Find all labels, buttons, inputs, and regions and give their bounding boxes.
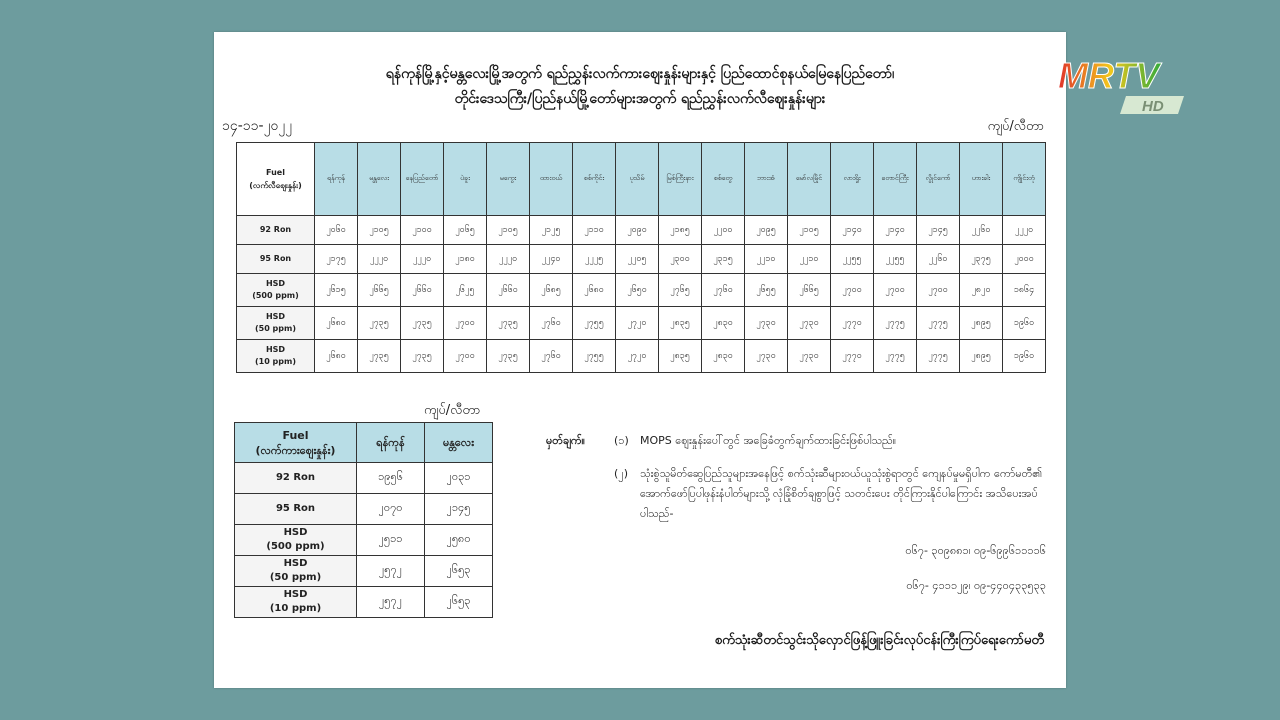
table-row: [237, 307, 1046, 340]
price-cell: ၂၇၀၀: [444, 307, 487, 340]
document-sheet: [214, 32, 1066, 688]
fuel-type-label: [237, 216, 315, 245]
price-cell: ၂၁၀၅: [788, 216, 831, 245]
price-cell: ၂၂၂၀: [487, 245, 530, 274]
wholesale-fuel-header-line1: Fuel: [282, 428, 309, 442]
price-cell: ၂၁၀၅: [358, 216, 401, 245]
fuel-type-label: [235, 494, 357, 525]
price-cell: ၂၅၈၀: [425, 525, 493, 556]
price-cell: ၂၇၃၅: [401, 307, 444, 340]
price-cell: ၂၂၆၀: [917, 245, 960, 274]
city-column-header: ရန်ကုန်: [357, 423, 425, 463]
price-cell: ၂၂၀၀: [702, 216, 745, 245]
price-cell: ၂၈၉၅: [960, 340, 1003, 373]
price-cell: ၂၁၄၀: [874, 216, 917, 245]
fuel-type-line: HSD: [265, 312, 286, 321]
city-column-header: လွိုင်ကော်: [917, 143, 960, 216]
fuel-type-line: HSD: [265, 345, 286, 354]
price-cell: ၂၃၀၀: [659, 245, 702, 274]
document-date: ၁၄-၁၁-၂၀၂၂: [222, 118, 293, 134]
price-cell: ၂၇၅၅: [573, 307, 616, 340]
price-cell: ၂၂၄၀: [530, 245, 573, 274]
price-cell: ၂၇၅၅: [573, 340, 616, 373]
note-text: သုံးစွဲသူမိတ်ဆွေပြည်သူများအနေဖြင့် စက်သုံးဆီများဝယ်ယူသုံးစွဲရာတွင် ကျေနပ်မှုမရှိပါက ကော်မတီ၏ အောက်ဖော်ပြပါဖုန်းနံပါတ်များသို့ လုံခြုံစိတ်ချစွာဖြင့် သတင်းပေး တိုင်ကြားနိုင်ပါကြောင်း အသိပေးအပ်ပါသည်-: [640, 467, 1043, 520]
price-cell: ၂၈၃၀: [702, 307, 745, 340]
price-cell: ၂၂၂၀: [401, 245, 444, 274]
city-column-header: နေပြည်တော်: [401, 143, 444, 216]
price-cell: ၂၇၃၀: [745, 307, 788, 340]
city-column-header: ကျိုင်းတုံ: [1003, 143, 1046, 216]
price-cell: ၂၂၂၀: [1003, 216, 1046, 245]
price-cell: ၂၂၂၀: [358, 245, 401, 274]
fuel-type-line: HSD: [283, 558, 308, 569]
price-cell: ၂၇၇၅: [874, 340, 917, 373]
fuel-type-line: (10 ppm): [254, 357, 297, 366]
price-cell: ၂၆၅၃: [425, 587, 493, 618]
price-cell: ၂၇၃၅: [358, 340, 401, 373]
price-cell: ၂၆၅၃: [425, 556, 493, 587]
price-cell: ၂၃၁၅: [702, 245, 745, 274]
price-cell: ၂၇၆၀: [530, 340, 573, 373]
price-cell: ၂၆၅၅: [745, 274, 788, 307]
price-cell: ၂၁၀၀: [401, 216, 444, 245]
document-title-line2: တိုင်းဒေသကြီး/ပြည်နယ်မြို့တော်များအတွက် ရည်ညွှန်းလက်လီဈေးနှုန်းများ: [454, 91, 826, 107]
city-column-header: ဘားအံ: [745, 143, 788, 216]
price-cell: ၂၀၀၀: [1003, 245, 1046, 274]
city-column-header: မန္တလေး: [358, 143, 401, 216]
price-cell: ၂၇၂၀: [616, 340, 659, 373]
price-cell: ၂၁၂၅: [530, 216, 573, 245]
wholesale-unit-label: ကျပ်/လီတာ: [424, 403, 481, 418]
price-cell: ၂၁၀၅: [487, 216, 530, 245]
price-cell: ၂၇၇၅: [874, 307, 917, 340]
price-cell: ၂၇၇၅: [917, 307, 960, 340]
notes-heading: မှတ်ချက်။: [546, 434, 586, 447]
price-cell: ၂၆၂၅: [444, 274, 487, 307]
price-cell: ၂၇၆၅: [659, 274, 702, 307]
price-cell: ၂၇၃၀: [745, 340, 788, 373]
city-column-header: ထားဝယ်: [530, 143, 573, 216]
price-cell: ၂၈၃၅: [659, 340, 702, 373]
table-row: [235, 556, 493, 587]
price-cell: ၂၇၀၀: [917, 274, 960, 307]
fuel-type-line: (500 ppm): [266, 541, 325, 552]
fuel-type-line: 92 Ron: [275, 472, 316, 483]
table-row: [237, 245, 1046, 274]
price-cell: ၂၇၀၀: [831, 274, 874, 307]
retail-price-table: [236, 142, 1046, 373]
price-cell: ၂၆၈၀: [315, 340, 358, 373]
note-number: (၂): [614, 467, 628, 480]
price-cell: ၂၆၆၀: [401, 274, 444, 307]
fuel-type-line: HSD: [265, 279, 286, 288]
fuel-type-label: [235, 525, 357, 556]
price-cell: ၂၇၀၀: [874, 274, 917, 307]
fuel-type-label: [237, 340, 315, 373]
price-cell: ၂၇၇၀: [831, 307, 874, 340]
city-column-header: ရန်ကုန်: [315, 143, 358, 216]
phone-numbers-line1: ၀၆၇- ၃၀၉၈၈၁၊ ၀၉-၆၉၉၆၁၁၁၁၆: [905, 544, 1046, 557]
note-item-1: [614, 434, 896, 450]
price-cell: ၂၆၅၀: [616, 274, 659, 307]
price-cell: ၂၇၇၀: [831, 340, 874, 373]
fuel-type-label: [237, 274, 315, 307]
price-cell: ၂၀၉၀: [616, 216, 659, 245]
fuel-type-label: [235, 463, 357, 494]
price-cell: ၂၇၇၅: [917, 340, 960, 373]
price-cell: ၂၇၃၀: [788, 340, 831, 373]
table-row: [235, 587, 493, 618]
committee-signature: စက်သုံးဆီတင်သွင်းသိုလှောင်ဖြန့်ဖြူးခြင်းလုပ်ငန်းကြီးကြပ်ရေးကော်မတီ: [714, 633, 1044, 648]
price-cell: ၂၇၀၀: [444, 340, 487, 373]
fuel-type-label: [235, 587, 357, 618]
fuel-header-line2: (လက်လီဈေးနှုန်း): [249, 181, 302, 190]
price-cell: ၂၂၀၅: [616, 245, 659, 274]
city-column-header: မကွေး: [487, 143, 530, 216]
wholesale-fuel-column-header: [235, 423, 357, 463]
price-cell: ၂၂၁၀: [788, 245, 831, 274]
wholesale-price-table: [234, 422, 493, 618]
price-cell: ၁၉၅၆: [357, 463, 425, 494]
city-column-header: ပဲခူး: [444, 143, 487, 216]
fuel-type-line: 95 Ron: [259, 254, 292, 263]
price-cell: ၂၇၃၅: [487, 340, 530, 373]
price-cell: ၂၇၃၀: [788, 307, 831, 340]
price-cell: ၂၁၇၅: [315, 245, 358, 274]
fuel-column-header: [237, 143, 315, 216]
price-cell: ၂၁၈၅: [659, 216, 702, 245]
fuel-type-line: (50 ppm): [254, 324, 297, 333]
price-cell: ၂၀၉၅: [745, 216, 788, 245]
price-cell: ၂၀၆၅: [444, 216, 487, 245]
note-number: (၁): [614, 434, 629, 447]
price-cell: ၂၆၈၅: [530, 274, 573, 307]
price-cell: ၂၆၈၀: [315, 307, 358, 340]
price-cell: ၂၇၂၀: [616, 307, 659, 340]
fuel-header-line1: Fuel: [266, 168, 285, 177]
price-cell: ၂၂၁၀: [745, 245, 788, 274]
fuel-type-line: (10 ppm): [269, 603, 322, 614]
price-cell: ၂၆၆၀: [487, 274, 530, 307]
city-column-header: မြစ်ကြီးနား: [659, 143, 702, 216]
price-cell: ၂၈၃၀: [702, 340, 745, 373]
fuel-type-line: (50 ppm): [269, 572, 322, 583]
price-cell: ၂၀၃၁: [425, 463, 493, 494]
fuel-type-line: (500 ppm): [252, 291, 299, 300]
price-cell: ၂၁၄၀: [831, 216, 874, 245]
note-item-2: [614, 464, 1046, 520]
price-cell: ၂၈၂၀: [960, 274, 1003, 307]
price-cell: ၂၇၃၅: [401, 340, 444, 373]
phone-numbers-line2: ၀၆၇- ၄၁၁၁၂၉၊ ၀၉-၄၄၀၄၃၃၅၃၃: [906, 579, 1046, 592]
price-unit-label: ကျပ်/လီတာ: [987, 119, 1044, 134]
fuel-type-label: [237, 245, 315, 274]
price-cell: ၂၇၆၀: [530, 307, 573, 340]
table-row: [235, 494, 493, 525]
table-row: [237, 216, 1046, 245]
table-row: [235, 525, 493, 556]
document-title-line1: ရန်ကုန်မြို့နှင့်မန္တလေးမြို့အတွက် ရည်ညွှန်းလက်ကားဈေးနှုန်းများနှင့် ပြည်ထောင်စုနယ်မြေနေပြည်တော်၊: [385, 66, 895, 82]
fuel-type-label: [237, 307, 315, 340]
price-cell: ၂၈၉၅: [960, 307, 1003, 340]
price-cell: ၂၅၁၁: [357, 525, 425, 556]
city-column-header: စစ်တွေ: [702, 143, 745, 216]
table-row: [237, 340, 1046, 373]
table-row: [235, 463, 493, 494]
price-cell: ၂၂၅၅: [874, 245, 917, 274]
price-cell: ၂၆၁၅: [315, 274, 358, 307]
fuel-type-line: HSD: [283, 527, 308, 538]
city-column-header: လားရှိုး: [831, 143, 874, 216]
city-column-header: စစ်ကိုင်း: [573, 143, 616, 216]
price-cell: ၂၁၈၀: [444, 245, 487, 274]
price-cell: ၁၈၆၄: [1003, 274, 1046, 307]
price-cell: ၂၁၄၅: [917, 216, 960, 245]
price-cell: ၂၇၃၅: [358, 307, 401, 340]
city-column-header: မော်လမြိုင်: [788, 143, 831, 216]
city-column-header: တောင်ကြီး: [874, 143, 917, 216]
price-cell: ၂၁၁၀: [573, 216, 616, 245]
city-column-header: ဟားခါး: [960, 143, 1003, 216]
fuel-type-label: [235, 556, 357, 587]
hd-badge-text: HD: [1142, 98, 1164, 115]
fuel-type-line: 92 Ron: [259, 225, 292, 234]
fuel-type-line: HSD: [283, 589, 308, 600]
price-cell: ၂၂၅၅: [831, 245, 874, 274]
price-cell: ၂၀၆၀: [315, 216, 358, 245]
price-cell: ၁၉၆၀: [1003, 340, 1046, 373]
price-cell: ၂၂၆၀: [960, 216, 1003, 245]
price-cell: ၂၆၈၀: [573, 274, 616, 307]
price-cell: ၂၂၂၅: [573, 245, 616, 274]
wholesale-fuel-header-line2: (လက်ကားဈေးနှုန်း): [255, 443, 336, 457]
logo-text: MRTV: [1058, 56, 1160, 96]
price-cell: ၂၁၄၅: [425, 494, 493, 525]
price-cell: ၂၆၆၅: [788, 274, 831, 307]
price-cell: ၂၃၇၅: [960, 245, 1003, 274]
note-text: MOPS ဈေးနှုန်းပေါ်တွင် အခြေခံတွက်ချက်ထားခြင်းဖြစ်ပါသည်။: [640, 434, 897, 447]
price-cell: ၂၀၇၀: [357, 494, 425, 525]
fuel-type-line: 95 Ron: [275, 503, 316, 514]
city-column-header: မန္တလေး: [425, 423, 493, 463]
mrtv-hd-logo: [1056, 56, 1190, 116]
price-cell: ၂၅၇၂: [357, 556, 425, 587]
price-cell: ၂၇၃၅: [487, 307, 530, 340]
price-cell: ၂၇၆၀: [702, 274, 745, 307]
table-row: [237, 274, 1046, 307]
price-cell: ၂၆၆၅: [358, 274, 401, 307]
price-cell: ၂၈၃၅: [659, 307, 702, 340]
city-column-header: ပုသိမ်: [616, 143, 659, 216]
price-cell: ၁၉၆၀: [1003, 307, 1046, 340]
price-cell: ၂၅၇၂: [357, 587, 425, 618]
